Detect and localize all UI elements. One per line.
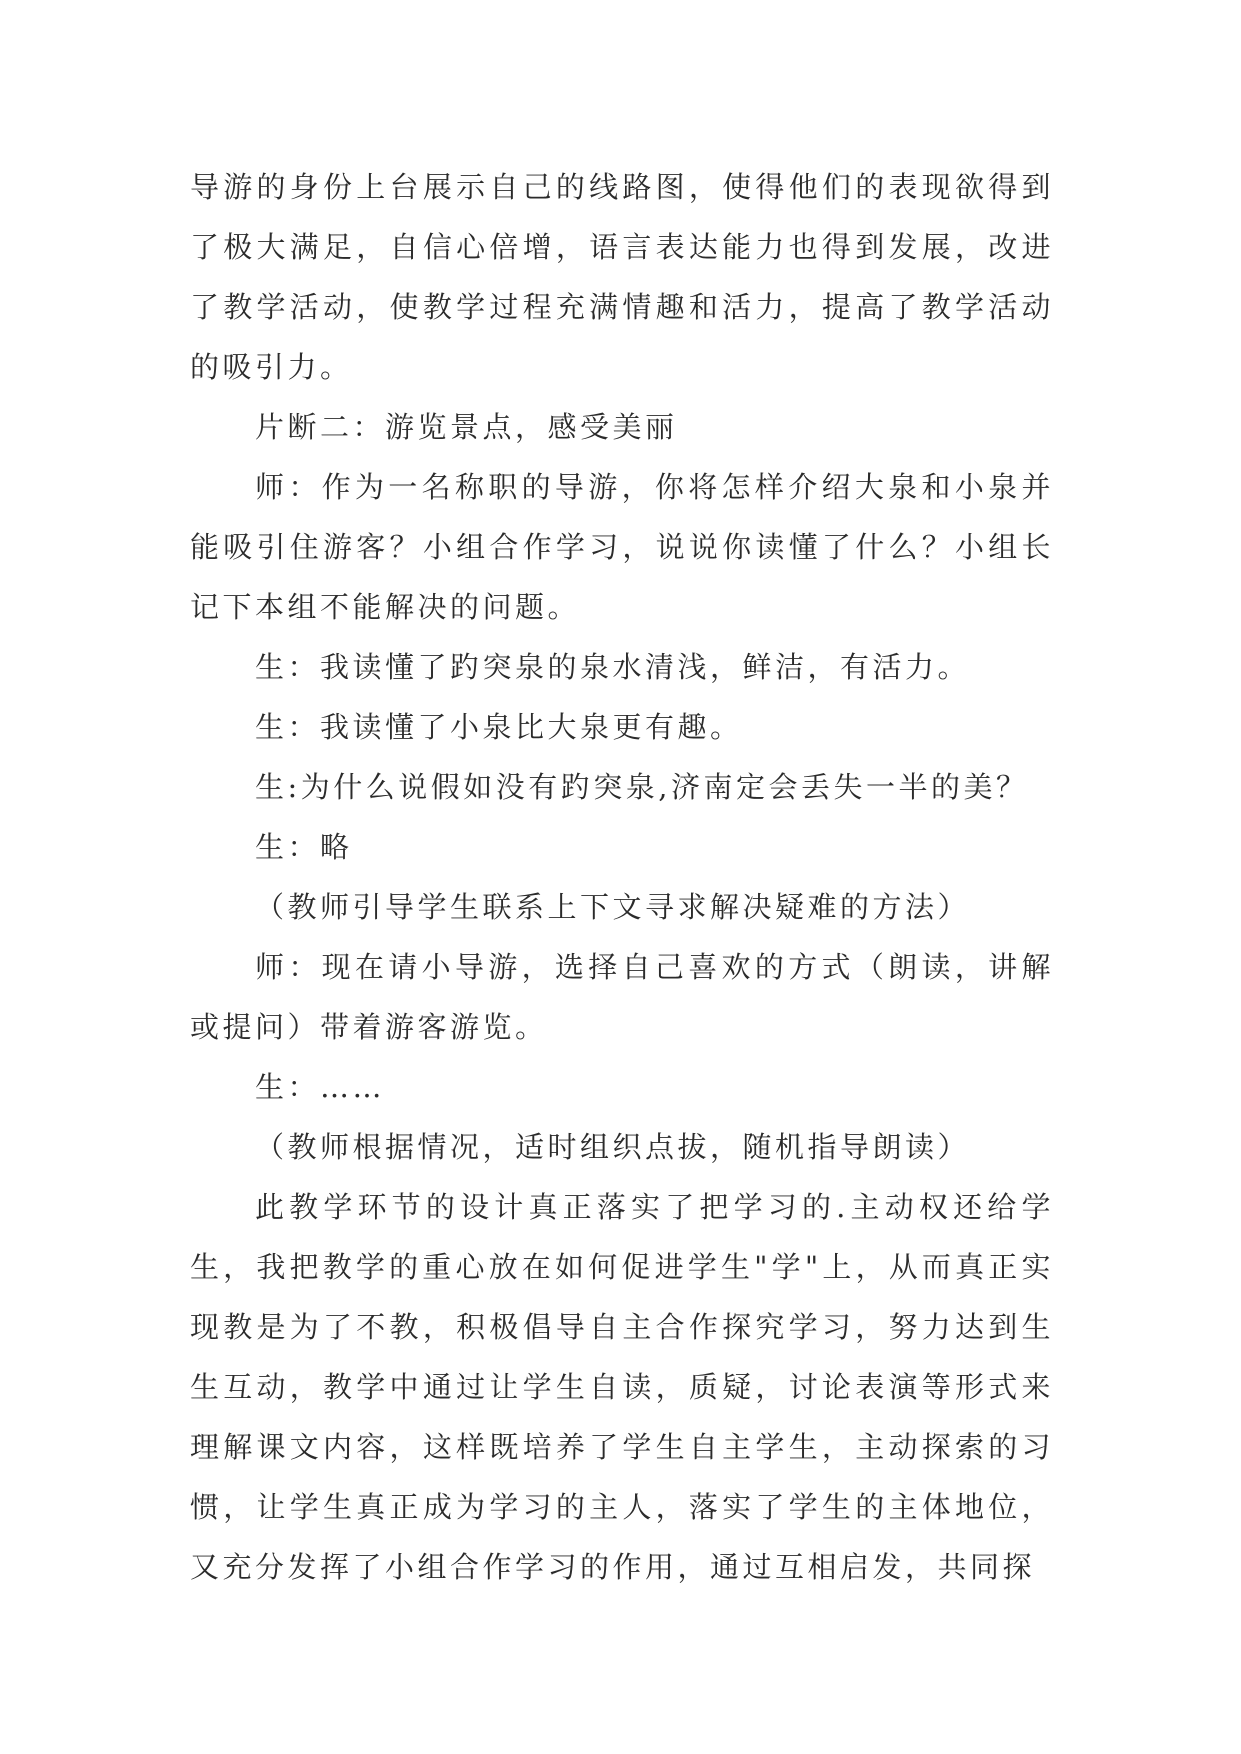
paragraph: 生：……	[255, 1070, 386, 1104]
paragraph: 此教学环节的设计真正落实了把学习的.主动权还给学生，我把教学的重心放在如何促进学生"学"上，从而真正实现教是为了不教，积极倡导自主合作探究学习，努力达到生生互动，教学中通过让学生自读，质疑，讨论表演等形式来理解课文内容，这样既培养了学生自主学生，主动探索的习惯，让学生真正成为学习的主人，落实了学生的主体地位，又充分发挥了小组合作学习的作用，通过互相启发，共同探	[190, 1190, 1054, 1584]
paragraph: 师：作为一名称职的导游，你将怎样介绍大泉和小泉并能吸引住游客？小组合作学习，说说你读懂了什么？小组长记下本组不能解决的问题。	[190, 470, 1054, 624]
section-heading: 片断二：游览景点，感受美丽	[255, 410, 678, 444]
document-body	[190, 157, 1054, 1597]
paragraph: 师：现在请小导游，选择自己喜欢的方式（朗读，讲解或提问）带着游客游览。	[190, 950, 1054, 1044]
paragraph: （教师根据情况，适时组织点拔，随机指导朗读）	[255, 1130, 971, 1164]
paragraph: 生：我读懂了小泉比大泉更有趣。	[255, 710, 743, 744]
paragraph: 生:为什么说假如没有趵突泉,济南定会丢失一半的美？	[255, 770, 1029, 804]
paragraph: 生：略	[255, 830, 353, 864]
paragraph: （教师引导学生联系上下文寻求解决疑难的方法）	[255, 890, 971, 924]
paragraph: 生：我读懂了趵突泉的泉水清浅，鲜洁，有活力。	[255, 650, 971, 684]
paragraph: 导游的身份上台展示自己的线路图，使得他们的表现欲得到了极大满足，自信心倍增，语言表达能力也得到发展，改进了教学活动，使教学过程充满情趣和活力，提高了教学活动的吸引力。	[190, 170, 1054, 384]
